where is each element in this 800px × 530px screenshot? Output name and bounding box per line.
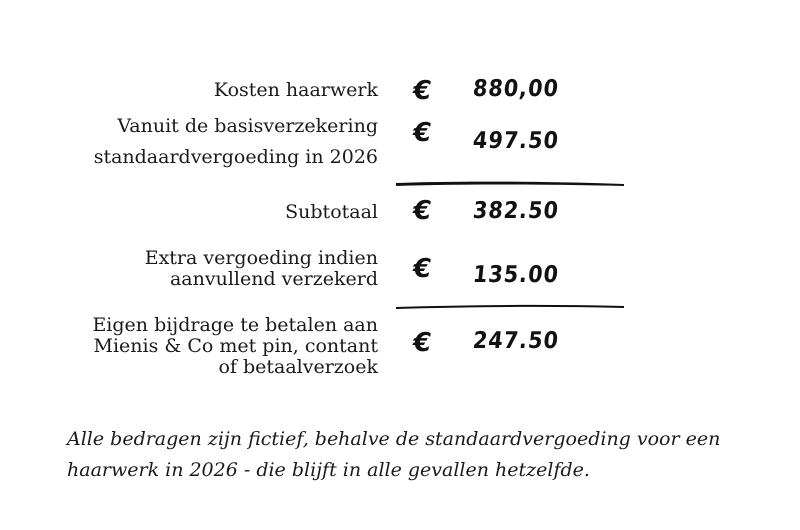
- eigen-bijdrage-label-line2: Mienis & Co met pin, contant: [93, 335, 378, 357]
- sum-divider-line: [394, 294, 626, 320]
- eigen-bijdrage-amount: 247.50: [471, 328, 561, 354]
- kosten-haarwerk-amount: 880,00: [471, 76, 561, 102]
- extra-vergoeding-label-line2: aanvullend verzekerd: [169, 268, 378, 290]
- disclaimer-line2: haarwerk in 2026 - die blijft in alle gevallen hetzelfde.: [67, 459, 590, 481]
- extra-vergoeding-label: [145, 248, 378, 290]
- basisverzekering-amount: 497.50: [471, 128, 561, 154]
- euro-sign: €: [410, 254, 434, 284]
- subtotaal-text: Subtotaal: [285, 201, 378, 223]
- euro-sign: €: [410, 118, 434, 148]
- subtotaal-label: [285, 202, 378, 223]
- euro-sign: €: [410, 328, 434, 358]
- sum-divider-line: [394, 171, 626, 197]
- basisverzekering-label: [94, 116, 378, 168]
- disclaimer-note: [67, 424, 797, 486]
- euro-sign: €: [410, 196, 434, 226]
- eigen-bijdrage-label-line3: of betaalverzoek: [218, 356, 378, 378]
- euro-sign: €: [410, 76, 434, 106]
- extra-vergoeding-amount: 135.00: [471, 262, 561, 288]
- kosten-haarwerk-text: Kosten haarwerk: [213, 79, 378, 101]
- eigen-bijdrage-label: [92, 315, 378, 378]
- basisverzekering-label-line2: standaardvergoeding in 2026: [93, 146, 378, 168]
- subtotaal-amount: 382.50: [471, 198, 561, 224]
- kosten-haarwerk-label: [214, 80, 378, 101]
- extra-vergoeding-label-line1: Extra vergoeding indien: [144, 247, 378, 269]
- disclaimer-line1: Alle bedragen zijn fictief, behalve de standaardvergoeding voor een: [67, 428, 721, 450]
- eigen-bijdrage-label-line1: Eigen bijdrage te betalen aan: [92, 314, 378, 336]
- basisverzekering-label-line1: Vanuit de basisverzekering: [117, 115, 378, 137]
